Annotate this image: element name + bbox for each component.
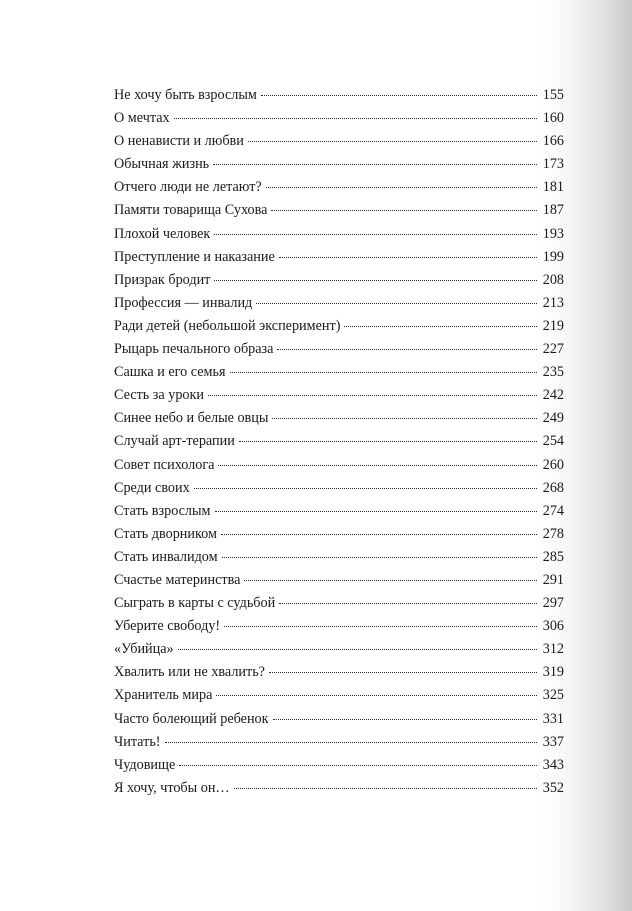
toc-entry [114, 754, 564, 777]
toc-entry [114, 223, 564, 246]
toc-entry-title: Случай арт-терапии [114, 433, 235, 450]
toc-entry [114, 708, 564, 731]
toc-entry-title: О мечтах [114, 110, 170, 127]
toc-entry-page-number: 193 [542, 225, 564, 242]
toc-entry-page-number: 325 [542, 687, 564, 704]
toc-entry-title: Стать инвалидом [114, 548, 218, 565]
toc-entry-page-number: 254 [542, 433, 564, 450]
toc-entry-title: Счастье материнства [114, 571, 241, 588]
toc-entry-page-number: 278 [542, 525, 564, 542]
dot-leader [344, 326, 537, 327]
dot-leader [248, 141, 537, 142]
toc-entry-page-number: 227 [542, 341, 564, 358]
toc-entry [114, 546, 564, 569]
toc-entry-page-number: 166 [542, 133, 564, 150]
toc-entry-page-number: 208 [542, 271, 564, 288]
dot-leader [277, 349, 537, 350]
toc-entry-page-number: 181 [542, 179, 564, 196]
toc-entry-title: Совет психолога [114, 456, 215, 473]
toc-entry [114, 523, 564, 546]
dot-leader [222, 557, 537, 558]
toc-entry-page-number: 312 [542, 641, 564, 658]
dot-leader [221, 534, 537, 535]
dot-leader [218, 465, 537, 466]
dot-leader [261, 95, 537, 96]
toc-entry [114, 384, 564, 407]
toc-entry-title: Среди своих [114, 479, 190, 496]
toc-entry-title: Отчего люди не летают? [114, 179, 262, 196]
toc-entry-title: Уберите свободу! [114, 618, 221, 635]
toc-entry-page-number: 160 [542, 110, 564, 127]
toc-entry-title: Рыцарь печального образа [114, 341, 274, 358]
dot-leader [256, 303, 537, 304]
dot-leader [208, 395, 537, 396]
dot-leader [224, 626, 537, 627]
toc-entry [114, 269, 564, 292]
toc-entry-page-number: 306 [542, 618, 564, 635]
toc-entry [114, 777, 564, 800]
dot-leader [279, 603, 537, 604]
toc-entry [114, 407, 564, 430]
toc-entry-title: Чудовище [114, 756, 176, 773]
toc-entry [114, 592, 564, 615]
toc-entry-page-number: 291 [542, 571, 564, 588]
toc-entry [114, 731, 564, 754]
dot-leader [174, 118, 537, 119]
toc-entry-page-number: 187 [542, 202, 564, 219]
toc-entry-title: Я хочу, чтобы он… [114, 779, 230, 796]
toc-entry-title: Сашка и его семья [114, 364, 226, 381]
toc-entry-page-number: 268 [542, 479, 564, 496]
dot-leader [179, 765, 537, 766]
toc-entry [114, 84, 564, 107]
toc-entry [114, 684, 564, 707]
dot-leader [269, 672, 537, 673]
toc-entry-title: Хвалить или не хвалить? [114, 664, 265, 681]
toc-entry-page-number: 352 [542, 779, 564, 796]
toc-entry-title: Памяти товарища Сухова [114, 202, 268, 219]
toc-entry-page-number: 249 [542, 410, 564, 427]
toc-entry-title: Хранитель мира [114, 687, 213, 704]
toc-entry [114, 361, 564, 384]
toc-entry-page-number: 235 [542, 364, 564, 381]
dot-leader [239, 441, 537, 442]
dot-leader [213, 164, 537, 165]
toc-entry-page-number: 319 [542, 664, 564, 681]
dot-leader [271, 210, 537, 211]
toc-entry [114, 199, 564, 222]
toc-entry-title: Стать взрослым [114, 502, 211, 519]
toc-entry [114, 130, 564, 153]
toc-entry [114, 500, 564, 523]
dot-leader [178, 649, 537, 650]
dot-leader [165, 742, 537, 743]
toc-entry-page-number: 285 [542, 548, 564, 565]
toc-entry [114, 153, 564, 176]
toc-entry-page-number: 199 [542, 248, 564, 265]
toc-entry-page-number: 343 [542, 756, 564, 773]
toc-entry-title: Ради детей (небольшой эксперимент) [114, 317, 341, 334]
toc-entry [114, 246, 564, 269]
toc-entry-title: Синее небо и белые овцы [114, 410, 269, 427]
dot-leader [215, 511, 537, 512]
toc-entry [114, 569, 564, 592]
toc-entry-title: Не хочу быть взрослым [114, 87, 257, 103]
toc-entry-page-number: 337 [542, 733, 564, 750]
table-of-contents [114, 84, 564, 800]
toc-entry [114, 338, 564, 361]
dot-leader [272, 418, 537, 419]
toc-entry-title: Плохой человек [114, 225, 211, 242]
toc-entry [114, 292, 564, 315]
toc-entry-title: Призрак бродит [114, 271, 211, 288]
toc-entry-title: Преступление и наказание [114, 248, 275, 265]
toc-entry [114, 661, 564, 684]
toc-entry [114, 454, 564, 477]
toc-entry-title: Часто болеющий ребенок [114, 710, 269, 727]
toc-entry [114, 430, 564, 453]
toc-entry-page-number: 219 [542, 317, 564, 334]
toc-entry-title: Обычная жизнь [114, 156, 210, 173]
toc-entry-page-number: 173 [542, 156, 564, 173]
toc-entry [114, 107, 564, 130]
dot-leader [216, 695, 537, 696]
dot-leader [266, 187, 537, 188]
toc-entry-title: «Убийца» [114, 641, 174, 658]
toc-entry-page-number: 155 [542, 87, 564, 103]
toc-entry-page-number: 297 [542, 595, 564, 612]
toc-entry [114, 315, 564, 338]
toc-entry [114, 477, 564, 500]
dot-leader [234, 788, 537, 789]
dot-leader [273, 719, 537, 720]
toc-entry-title: Сесть за уроки [114, 387, 205, 404]
toc-entry-title: Стать дворником [114, 525, 217, 542]
toc-entry [114, 615, 564, 638]
toc-entry-page-number: 213 [542, 294, 564, 311]
toc-entry-page-number: 260 [542, 456, 564, 473]
toc-entry [114, 176, 564, 199]
toc-entry [114, 638, 564, 661]
dot-leader [194, 488, 537, 489]
dot-leader [230, 372, 538, 373]
toc-entry-title: Профессия — инвалид [114, 294, 253, 311]
dot-leader [244, 580, 537, 581]
toc-entry-title: Читать! [114, 733, 161, 750]
toc-entry-page-number: 242 [542, 387, 564, 404]
dot-leader [214, 234, 537, 235]
dot-leader [214, 280, 537, 281]
toc-entry-page-number: 274 [542, 502, 564, 519]
toc-entry-title: О ненависти и любви [114, 133, 244, 150]
toc-entry-title: Сыграть в карты с судьбой [114, 595, 276, 612]
dot-leader [279, 257, 537, 258]
toc-entry-page-number: 331 [542, 710, 564, 727]
